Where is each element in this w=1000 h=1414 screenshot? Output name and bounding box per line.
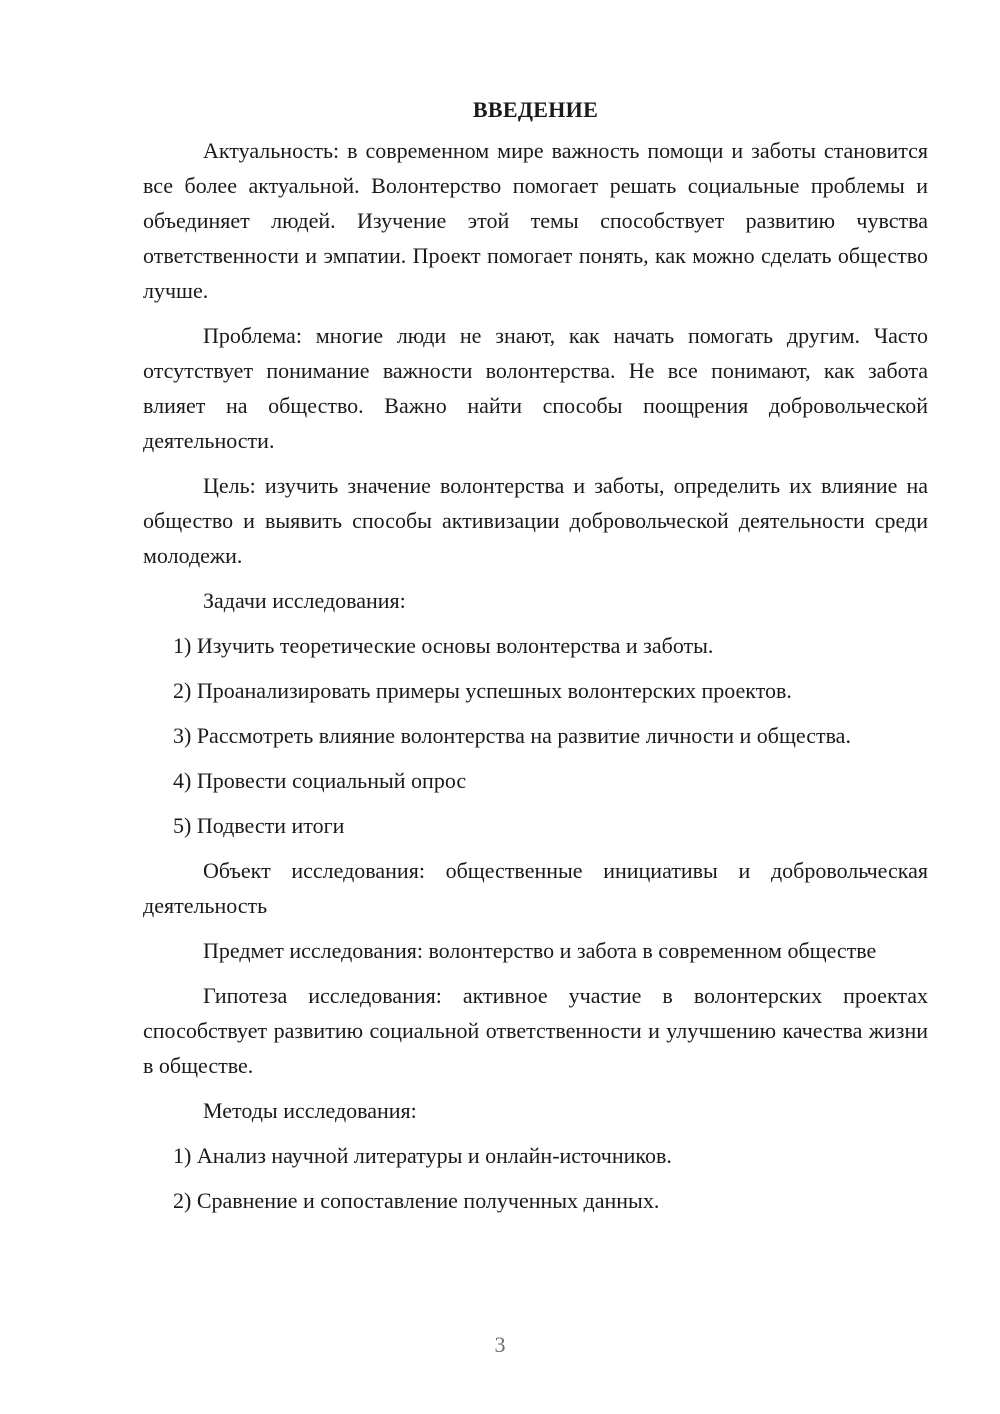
task-item: 5) Подвести итоги	[173, 813, 345, 838]
task-item: 1) Изучить теоретические основы волонтерства и заботы.	[173, 633, 714, 658]
method-item: 1) Анализ научной литературы и онлайн-источников.	[173, 1143, 672, 1168]
hypothesis-paragraph: Гипотеза исследования: активное участие в волонтерских проектах способствует развитию социальной ответственности и улучшению качества жизни в обществе.	[143, 983, 928, 1078]
problem-paragraph: Проблема: многие люди не знают, как начать помогать другим. Часто отсутствует понимание важности волонтерства. Не все понимают, как забота влияет на общество. Важно найти способы поощрения добровольческой деятельности.	[143, 323, 928, 453]
page-title: ВВЕДЕНИЕ	[472, 97, 599, 122]
task-item: 4) Провести социальный опрос	[173, 768, 467, 793]
task-item: 3) Рассмотреть влияние волонтерства на развитие личности и общества.	[173, 723, 851, 748]
relevance-paragraph: Актуальность: в современном мире важность помощи и заботы становится все более актуальной. Волонтерство помогает решать социальные проблемы и объединяет людей. Изучение этой темы способствует развитию чувства ответственности и эмпатии. Проект помогает понять, как можно сделать общество лучше.	[143, 138, 928, 303]
object-paragraph: Объект исследования: общественные инициативы и добровольческая деятельность	[143, 858, 928, 918]
document-page	[143, 92, 928, 1218]
tasks-heading: Задачи исследования:	[203, 588, 406, 613]
method-item: 2) Сравнение и сопоставление полученных данных.	[173, 1188, 660, 1213]
subject-paragraph: Предмет исследования: волонтерство и забота в современном обществе	[203, 938, 877, 963]
task-item: 2) Проанализировать примеры успешных волонтерских проектов.	[173, 678, 792, 703]
methods-heading: Методы исследования:	[203, 1098, 417, 1123]
page-number: 3	[494, 1332, 506, 1357]
goal-paragraph: Цель: изучить значение волонтерства и заботы, определить их влияние на общество и выявить способы активизации добровольческой деятельности среди молодежи.	[143, 473, 928, 568]
